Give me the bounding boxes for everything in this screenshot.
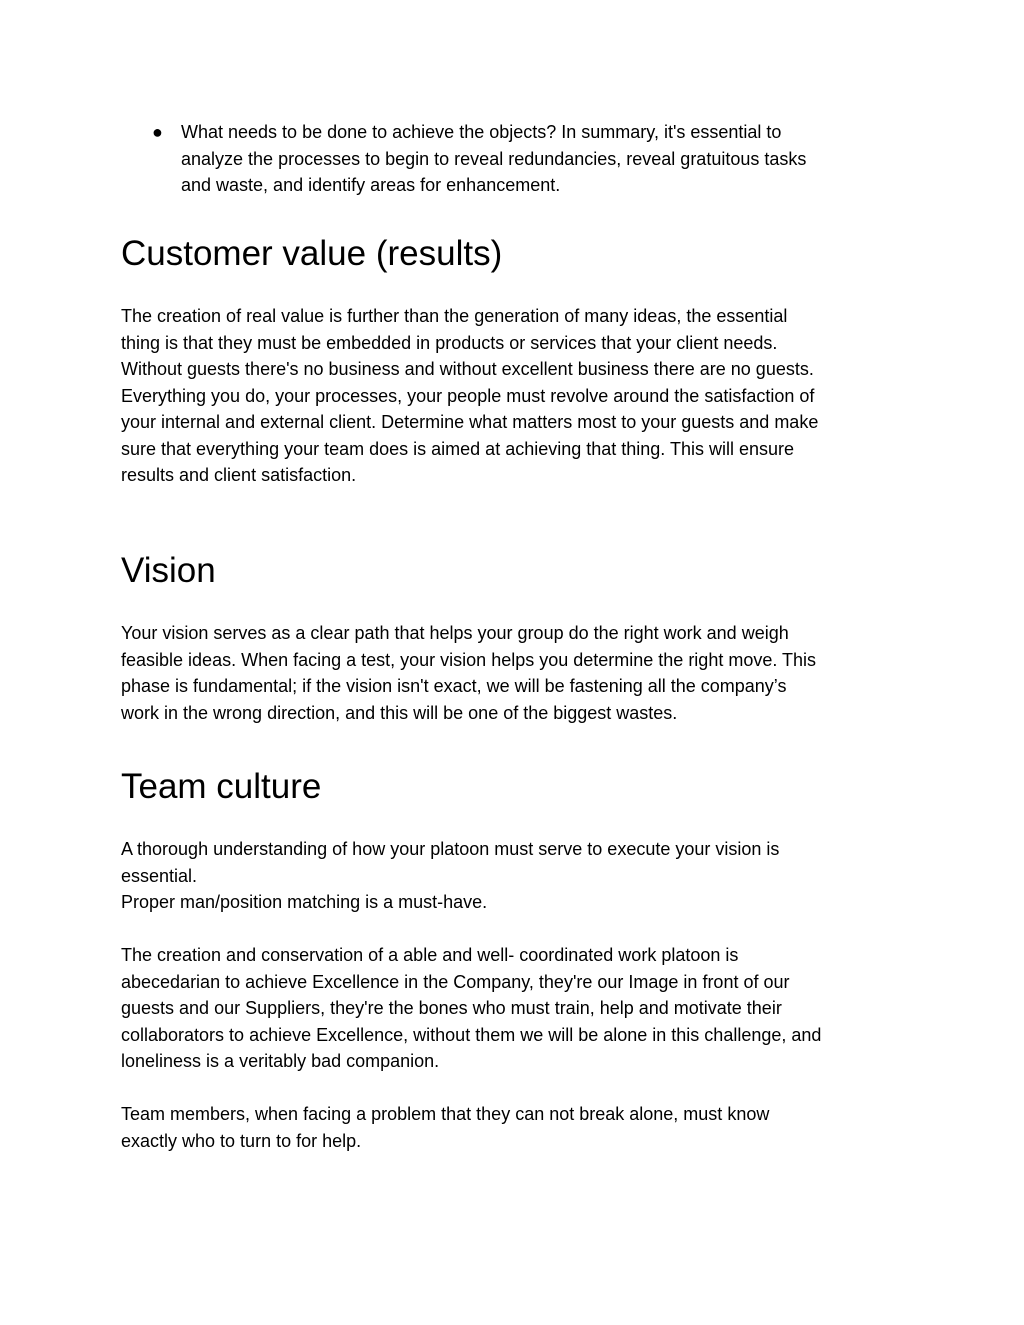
text-line: work in the wrong direction, and this will be one of the biggest wastes. <box>121 702 678 723</box>
paragraph-vision <box>121 620 911 726</box>
text-line: analyze the processes to begin to reveal redundancies, reveal gratuitous tasks <box>181 148 807 169</box>
paragraph-team-culture-3 <box>121 1101 911 1154</box>
text-line: abecedarian to achieve Excellence in the Company, they're our Image in front of our <box>121 971 790 992</box>
text-line: A thorough understanding of how your platoon must serve to execute your vision is <box>121 839 780 859</box>
text-line: What needs to be done to achieve the objects? In summary, it's essential to <box>181 122 782 142</box>
text-line: collaborators to achieve Excellence, without them we will be alone in this challenge, and <box>121 1024 822 1045</box>
text-line: essential. <box>121 865 198 886</box>
text-line: loneliness is a veritably bad companion. <box>121 1051 440 1071</box>
paragraph-customer-value <box>121 303 911 489</box>
text-line: your internal and external client. Determine what matters most to your guests and make <box>121 412 819 432</box>
bullet-marker: ● <box>152 122 163 142</box>
text-line: feasible ideas. When facing a test, your vision helps you determine the right move. This <box>121 649 817 670</box>
paragraph-team-culture-1 <box>121 836 911 916</box>
text-line: Everything you do, your processes, your people must revolve around the satisfaction of <box>121 385 815 406</box>
text-line: phase is fundamental; if the vision isn't exact, we will be fastening all the company’s <box>121 676 787 696</box>
text-line: Proper man/position matching is a must-have. <box>121 892 488 912</box>
text-line: The creation and conservation of a able and well- coordinated work platoon is <box>121 945 739 965</box>
bullet-text <box>181 119 806 199</box>
text-line: Your vision serves as a clear path that helps your group do the right work and weigh <box>121 623 789 643</box>
text-line: Team members, when facing a problem that they can not break alone, must know <box>121 1104 770 1124</box>
text-line: The creation of real value is further than the generation of many ideas, the essential <box>121 306 788 326</box>
text-line: sure that everything your team does is aimed at achieving that thing. This will ensure <box>121 438 795 459</box>
section-heading-customer-value: Customer value (results) <box>121 234 503 273</box>
paragraph-team-culture-2 <box>121 942 911 1075</box>
text-line: Without guests there's no business and without excellent business there are no guests. <box>121 359 814 379</box>
section-heading-vision: Vision <box>121 551 216 590</box>
text-line: exactly who to turn to for help. <box>121 1130 362 1151</box>
text-line: thing is that they must be embedded in products or services that your client needs. <box>121 332 778 353</box>
text-line: and waste, and identify areas for enhancement. <box>181 175 561 195</box>
text-line: guests and our Suppliers, they're the bones who must train, help and motivate their <box>121 998 782 1018</box>
section-heading-team-culture: Team culture <box>121 767 322 806</box>
text-line: results and client satisfaction. <box>121 465 357 485</box>
